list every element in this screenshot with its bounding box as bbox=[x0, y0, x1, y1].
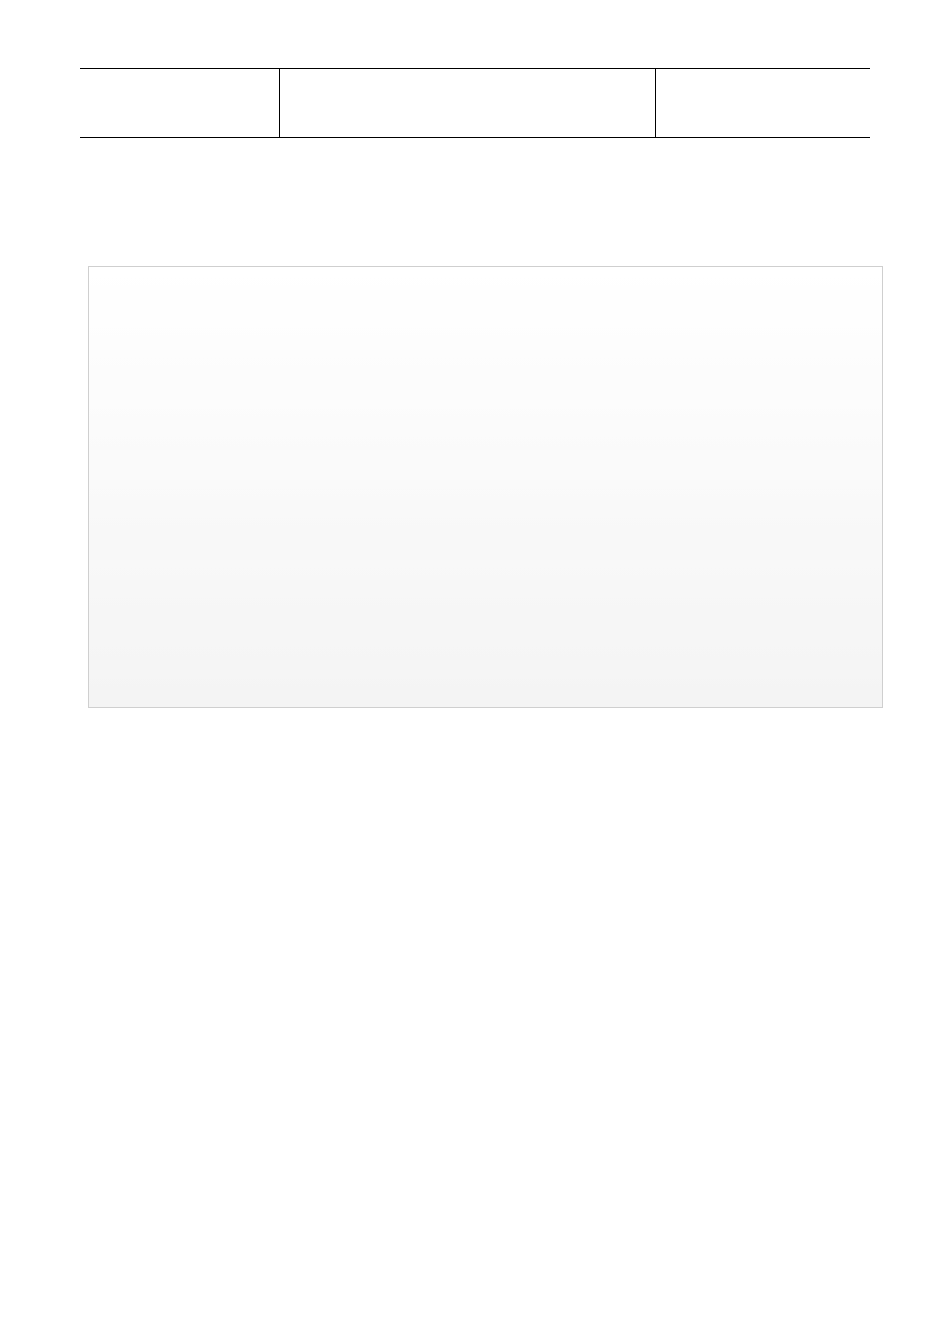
chart-background bbox=[89, 267, 882, 707]
header-meta bbox=[80, 69, 280, 137]
pie-chart-figure bbox=[88, 266, 883, 708]
pie-chart bbox=[89, 267, 882, 707]
page-header bbox=[80, 68, 870, 138]
header-motto bbox=[280, 69, 656, 137]
header-page bbox=[655, 69, 870, 137]
